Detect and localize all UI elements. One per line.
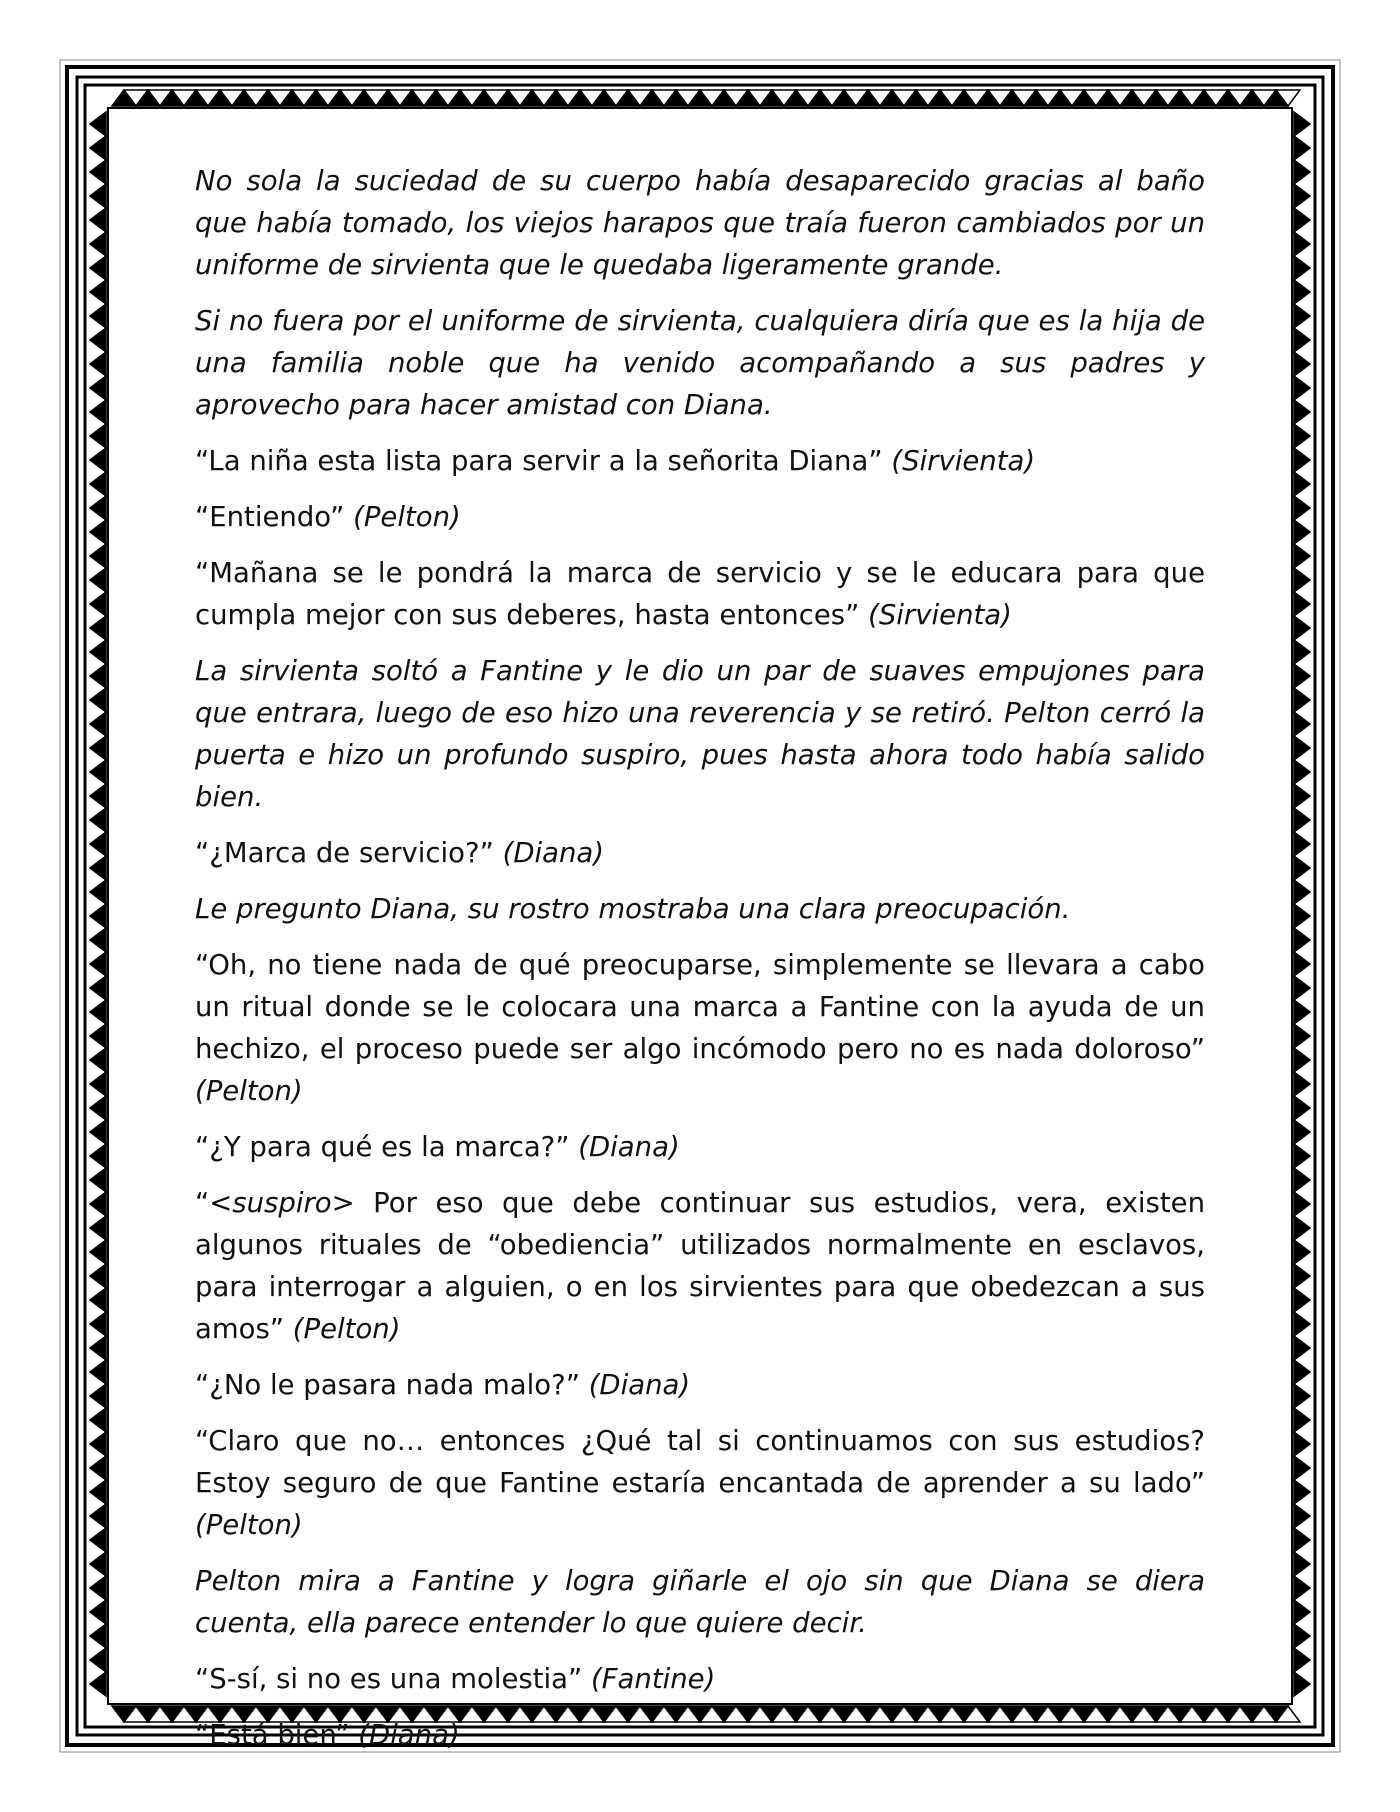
dialogue-action: <suspiro> — [209, 1187, 355, 1219]
border-triangle — [90, 280, 106, 304]
border-triangle — [1294, 592, 1310, 616]
border-triangle — [1294, 1024, 1310, 1048]
border-triangle — [90, 1264, 106, 1288]
border-triangle — [90, 688, 106, 712]
border-triangle — [90, 328, 106, 352]
border-triangle — [1294, 496, 1310, 520]
border-triangle — [90, 1600, 106, 1624]
border-triangle — [1294, 304, 1310, 328]
narration-paragraph: La sirvienta soltó a Fantine y le dio un par de suaves empujones para que entrara, luego de eso hizo una reverencia y se retiró. Pelton cerró la puerta e hizo un profundo suspiro, pues hasta ahora todo había salido bien. — [195, 655, 1205, 813]
border-triangle — [1294, 352, 1310, 376]
border-triangle — [90, 760, 106, 784]
dialogue-text: “¿Marca de servicio?” — [195, 837, 494, 869]
border-triangle — [90, 1672, 106, 1696]
dialogue-line — [195, 440, 1205, 482]
border-triangle — [90, 1000, 106, 1024]
border-triangle — [1294, 472, 1310, 496]
border-triangle — [90, 712, 106, 736]
speaker-tag: (Diana) — [502, 837, 605, 869]
speaker-tag: (Sirvienta) — [891, 445, 1036, 477]
border-triangle — [90, 592, 106, 616]
border-triangle — [90, 352, 106, 376]
border-triangle — [90, 304, 106, 328]
dialogue-line — [195, 1126, 1205, 1168]
border-triangle — [90, 1504, 106, 1528]
border-triangle — [1294, 1504, 1310, 1528]
border-triangle — [90, 928, 106, 952]
border-triangle — [1294, 1456, 1310, 1480]
border-triangle — [90, 1216, 106, 1240]
border-triangle — [1294, 1072, 1310, 1096]
speaker-tag: (Diana) — [358, 1719, 460, 1751]
border-triangle — [1294, 1000, 1310, 1024]
border-triangle — [90, 472, 106, 496]
dialogue-line — [195, 1714, 1205, 1756]
border-triangle — [1294, 952, 1310, 976]
border-triangle — [90, 880, 106, 904]
border-triangle — [90, 640, 106, 664]
border-triangle — [90, 1384, 106, 1408]
border-triangle — [90, 1048, 106, 1072]
border-triangle — [1294, 400, 1310, 424]
border-triangle — [90, 832, 106, 856]
border-triangle — [90, 856, 106, 880]
border-triangle — [90, 952, 106, 976]
border-triangle — [90, 1312, 106, 1336]
dialogue-open-quote: “ — [195, 1187, 210, 1219]
border-pattern-top — [112, 90, 1300, 106]
border-triangle — [1294, 376, 1310, 400]
border-triangle — [1294, 904, 1310, 928]
dialogue-line — [195, 1364, 1205, 1406]
border-triangle — [90, 376, 106, 400]
border-triangle — [90, 1480, 106, 1504]
border-triangle — [1294, 1216, 1310, 1240]
border-triangle — [1294, 1432, 1310, 1456]
border-triangle — [1294, 1096, 1310, 1120]
border-triangle — [1294, 1360, 1310, 1384]
dialogue-text: “Está bien” — [195, 1719, 350, 1751]
border-triangle — [1294, 1144, 1310, 1168]
border-triangle — [90, 1192, 106, 1216]
border-pattern-left — [90, 112, 106, 1696]
border-triangle — [1294, 328, 1310, 352]
border-triangle — [1294, 664, 1310, 688]
border-triangle — [1294, 1672, 1310, 1696]
border-triangle — [90, 976, 106, 1000]
border-triangle — [1294, 1264, 1310, 1288]
border-triangle — [1294, 1240, 1310, 1264]
border-triangle — [90, 496, 106, 520]
border-triangle — [90, 736, 106, 760]
border-triangle — [1294, 448, 1310, 472]
border-triangle — [90, 664, 106, 688]
border-triangle — [90, 136, 106, 160]
border-triangle — [90, 1408, 106, 1432]
border-triangle — [90, 448, 106, 472]
border-triangle — [1294, 688, 1310, 712]
border-triangle — [1294, 1192, 1310, 1216]
border-triangle — [90, 1336, 106, 1360]
border-triangle — [1294, 136, 1310, 160]
narration-paragraph: Le pregunto Diana, su rostro mostraba una clara preocupación. — [195, 893, 1071, 925]
border-triangle — [1294, 1576, 1310, 1600]
dialogue-line — [195, 496, 1205, 538]
border-triangle — [90, 1072, 106, 1096]
speaker-tag: (Fantine) — [591, 1663, 716, 1695]
border-triangle — [90, 568, 106, 592]
border-triangle — [90, 1288, 106, 1312]
dialogue-text: “La niña esta lista para servir a la señorita Diana” — [195, 445, 883, 477]
border-triangle — [90, 1120, 106, 1144]
border-triangle — [1294, 256, 1310, 280]
border-triangle — [90, 1144, 106, 1168]
border-triangle — [1294, 1120, 1310, 1144]
dialogue-text: “Mañana se le pondrá la marca de servicio y se le educara para que cumpla mejor con sus deberes, hasta entonces” — [195, 557, 1205, 631]
dialogue-text: “S-sí, si no es una molestia” — [195, 1663, 583, 1695]
narration-paragraph: No sola la suciedad de su cuerpo había desaparecido gracias al baño que había tomado, los viejos harapos que traía fueron cambiados por un uniforme de sirvienta que le quedaba ligeramente grande. — [195, 165, 1205, 281]
border-triangle — [90, 160, 106, 184]
border-triangle — [90, 1360, 106, 1384]
border-triangle — [1294, 1528, 1310, 1552]
border-triangle — [90, 232, 106, 256]
dialogue-line — [195, 944, 1205, 1112]
border-triangle — [1294, 976, 1310, 1000]
border-triangle — [1294, 1168, 1310, 1192]
border-triangle — [90, 520, 106, 544]
border-triangle — [90, 904, 106, 928]
border-triangle — [90, 1552, 106, 1576]
border-triangle — [90, 808, 106, 832]
dialogue-line — [195, 1658, 1205, 1700]
border-triangle — [90, 1432, 106, 1456]
dialogue-text: Por eso que debe continuar sus estudios, vera, existen algunos rituales de “obediencia” utilizados normalmente en esclavos, para interrogar a alguien, o en los sirvientes para que obedezcan a sus amos” — [195, 1187, 1205, 1345]
speaker-tag: (Pelton) — [195, 1075, 303, 1107]
dialogue-text: “¿Y para qué es la marca?” — [195, 1131, 570, 1163]
border-triangle — [1294, 1648, 1310, 1672]
narration-paragraph: Si no fuera por el uniforme de sirvienta, cualquiera diría que es la hija de una familia noble que ha venido acompañando a sus padres y aprovecho para hacer amistad con Diana. — [195, 305, 1205, 421]
border-triangle — [1294, 568, 1310, 592]
speaker-tag: (Sirvienta) — [868, 599, 1012, 631]
border-triangle — [1294, 232, 1310, 256]
border-triangle — [1294, 832, 1310, 856]
border-triangle — [90, 1624, 106, 1648]
dialogue-text: “Oh, no tiene nada de qué preocuparse, simplemente se llevara a cabo un ritual donde se le colocara una marca a Fantine con la ayuda de un hechizo, el proceso puede ser algo incómodo pero no es nada doloroso” — [195, 949, 1205, 1065]
dialogue-text: “Entiendo” — [195, 501, 345, 533]
dialogue-line — [195, 1420, 1205, 1546]
border-triangle — [90, 1456, 106, 1480]
border-triangle — [1294, 784, 1310, 808]
speaker-tag: (Pelton) — [292, 1313, 401, 1345]
border-triangle — [90, 784, 106, 808]
border-triangle — [1294, 424, 1310, 448]
border-triangle — [1294, 1048, 1310, 1072]
dialogue-text: “¿No le pasara nada malo?” — [195, 1369, 580, 1401]
border-triangle — [1294, 880, 1310, 904]
narration-paragraph: Pelton mira a Fantine y logra giñarle el ojo sin que Diana se diera cuenta, ella parece entender lo que quiere decir. — [195, 1565, 1205, 1639]
border-triangle — [1294, 1624, 1310, 1648]
border-triangle — [90, 256, 106, 280]
border-triangle — [1294, 1384, 1310, 1408]
border-triangle — [1294, 640, 1310, 664]
speaker-tag: (Pelton) — [195, 1509, 303, 1541]
border-triangle — [90, 1528, 106, 1552]
border-triangle — [1294, 856, 1310, 880]
border-triangle — [1294, 808, 1310, 832]
border-triangle — [1294, 1480, 1310, 1504]
border-triangle — [90, 544, 106, 568]
speaker-tag: (Diana) — [578, 1131, 680, 1163]
border-triangle — [90, 616, 106, 640]
border-triangle — [1294, 280, 1310, 304]
border-triangle — [1294, 1408, 1310, 1432]
speaker-tag: (Pelton) — [353, 501, 461, 533]
border-triangle — [1294, 520, 1310, 544]
border-triangle — [90, 184, 106, 208]
border-triangle — [1294, 112, 1310, 136]
border-triangle — [1294, 160, 1310, 184]
border-triangle — [90, 1240, 106, 1264]
border-triangle — [90, 400, 106, 424]
border-triangle — [90, 1576, 106, 1600]
border-triangle — [90, 424, 106, 448]
border-triangle — [1294, 616, 1310, 640]
border-triangle — [1294, 1600, 1310, 1624]
border-triangle — [90, 1648, 106, 1672]
border-triangle — [1294, 1552, 1310, 1576]
speaker-tag: (Diana) — [588, 1369, 691, 1401]
border-triangle — [1294, 736, 1310, 760]
border-triangle — [90, 1024, 106, 1048]
story-text — [195, 160, 1205, 1770]
dialogue-line — [195, 1182, 1205, 1350]
border-triangle — [1294, 184, 1310, 208]
border-pattern-right — [1294, 112, 1310, 1696]
border-triangle — [1294, 1312, 1310, 1336]
dialogue-line — [195, 832, 1205, 874]
border-triangle — [1294, 544, 1310, 568]
border-triangle — [90, 208, 106, 232]
border-triangle — [1294, 928, 1310, 952]
border-triangle — [1294, 1288, 1310, 1312]
border-triangle — [1294, 760, 1310, 784]
dialogue-text: “Claro que no… entonces ¿Qué tal si continuamos con sus estudios? Estoy seguro de que Fantine estaría encantada de aprender a su lado” — [195, 1425, 1205, 1499]
border-triangle — [90, 1168, 106, 1192]
border-triangle — [1294, 712, 1310, 736]
border-triangle — [1294, 1336, 1310, 1360]
border-triangle — [90, 112, 106, 136]
border-triangle — [90, 1096, 106, 1120]
border-triangle — [1294, 208, 1310, 232]
dialogue-line — [195, 552, 1205, 636]
